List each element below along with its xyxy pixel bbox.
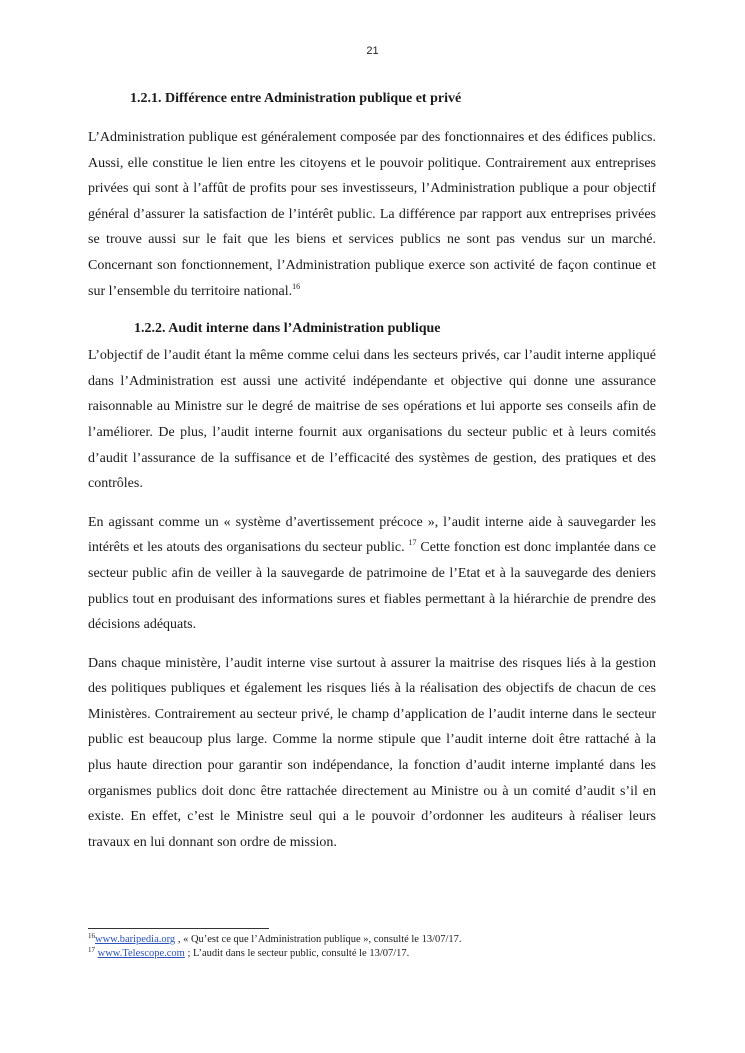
footnote-16 [88,933,688,947]
footnote-link-telescope[interactable]: www.Telescope.com [97,948,185,959]
section-1-2-1-paragraph [88,125,656,304]
footnote-ref-17[interactable]: 17 [408,538,417,548]
main-content [88,87,656,855]
page-number: 21 [366,45,379,57]
footnote-text: ; L’audit dans le secteur public, consulté le 13/07/17. [184,948,410,959]
footnote-number: 16 [88,932,95,940]
footnote-text: , « Qu’est ce que l’Administration publique », consulté le 13/07/17. [175,934,462,945]
footnote-number: 17 [88,946,95,954]
footnote-17 [88,947,688,961]
footnote-ref-16[interactable]: 16 [292,281,301,291]
footnotes [88,933,688,961]
section-1-2-2-paragraph-1: L’objectif de l’audit étant la même comme celui dans les secteurs privés, car l’audit interne appliqué dans l’Administration est aussi une activité indépendante et objective qui donne une assurance raisonnable au Ministre sur le degré de maitrise de ses opérations et lui apporte ses conseils afin de l’améliorer. De plus, l’audit interne fournit aux organisations du secteur public et à leurs comités d’audit l’assurance de la suffisance et de l’efficacité des systèmes de gestion, des pratiques et des contrôles. [88,348,656,492]
section-heading-1-2-1: 1.2.1. Différence entre Administration publique et privé [130,91,462,106]
paragraph-2-text-after: Cette fonction est donc implantée dans ce secteur public afin de veiller à la sauvegarde de patrimoine de l’Etat et à la sauvegarde des deniers publics tout en produisant des informations sures et fiables permettant à la hiérarchie de prendre des décisions adéquats. [88,540,656,633]
footnote-link-baripedia[interactable]: www.baripedia.org [95,934,176,945]
section-1-2-2-paragraph-3: Dans chaque ministère, l’audit interne vise surtout à assurer la maitrise des risques liés à la gestion des politiques publiques et également les risques liés à la réalisation des objectifs de chacun de ces Ministères. Contrairement au secteur privé, le champ d’application de l’audit interne dans le secteur public est beaucoup plus large. Comme la norme stipule que l’audit interne doit être rattaché à la plus haute direction pour garantir son indépendance, la fonction d’audit interne implanté dans les organismes publics doit donc être rattachée directement au Ministre ou à un comité d’audit s’il en existe. En effet, c’est le Ministre seul qui a le pouvoir d’ordonner les auditeurs à réaliser leurs travaux en lui donnant son ordre de mission. [88,655,656,850]
section-1-2-2-paragraph-2 [88,510,656,638]
section-heading-1-2-2: 1.2.2. Audit interne dans l’Administration publique [134,321,441,337]
section-1-2-1-text: L’Administration publique est généralement composée par des fonctionnaires et des édifices publics. Aussi, elle constitue le lien entre les citoyens et le pouvoir politique. Contrairement aux entreprises privées qui sont à l’affût de profits pour ses investisseurs, l’Administration publique a pour objectif général d’assurer la satisfaction de l’intérêt public. La différence par rapport aux entreprises privées se trouve aussi sur le fait que les biens et services publics ne sont pas vendus sur un marché. Concernant son fonctionnement, l’Administration publique exerce son activité de façon continue et sur l’ensemble du territoire national. [88,130,656,299]
paragraph-2-text-before: En agissant comme un « système d’avertissement précoce », l’audit interne aide à sauvegarder les intérêts et les atouts des organisations du secteur public. [88,514,656,556]
footnote-separator [88,928,269,929]
